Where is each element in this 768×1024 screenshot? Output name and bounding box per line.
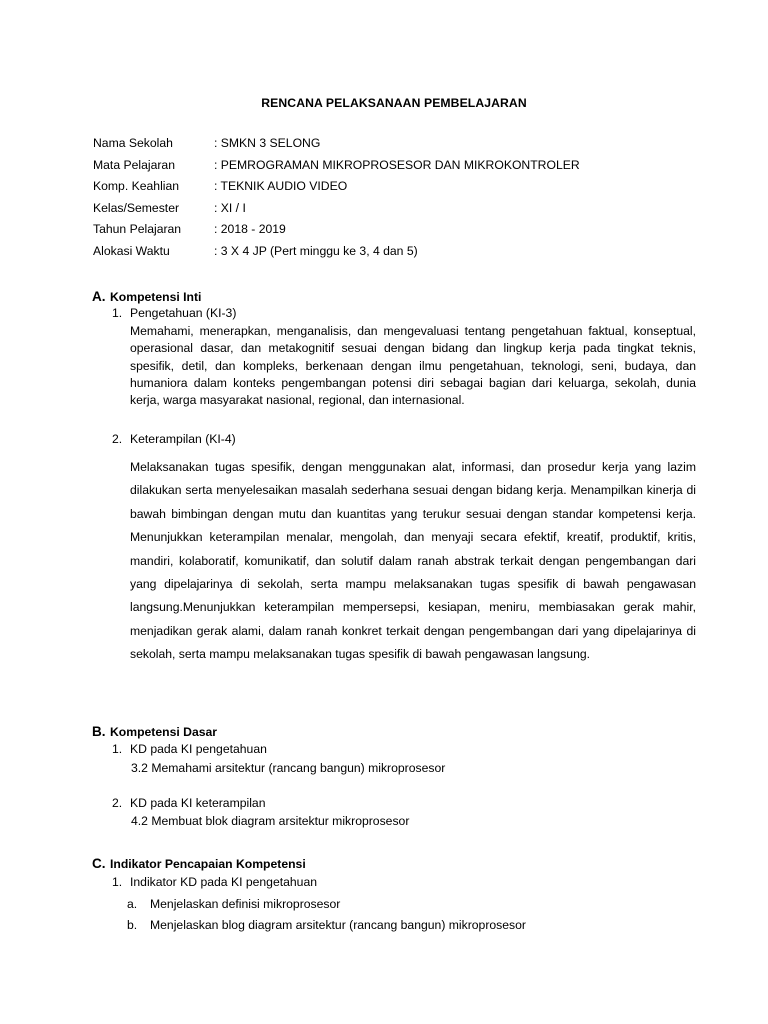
kd-3-2: 3.2 Memahami arsitektur (rancang bangun) mikroprosesor [131, 761, 446, 775]
section-a-heading [92, 289, 201, 304]
identity-label: Mata Pelajaran [93, 157, 175, 172]
ki4-paragraph: Melaksanakan tugas spesifik, dengan menggunakan alat, informasi, dan prosedur kerja yang lazim dilakukan serta menyelesaikan masalah sederhana sesuai dengan bidang kerja. Menampilkan kinerja di bawah bimbingan dengan mutu dan kuantitas yang terukur sesuai dengan standar kompetensi kerja. Menunjukkan keterampilan menalar, mengolah, dan menyaji secara efektif, kreatif, produktif, kritis, mandiri, kolaboratif, komunikatif, dan solutif dalam ranah abstrak terkait dengan pengembangan dari yang dipelajarinya di sekolah, serta mampu melaksanakan tugas spesifik di bawah pengawasan langsung.Menunjukkan keterampilan mempersepsi, kesiapan, meniru, membiasakan gerak mahir, menjadikan gerak alami, dalam ranah konkret terkait dengan pengembangan dari yang dipelajarinya di sekolah, serta mampu melaksanakan tugas spesifik di bawah pengawasan langsung. [130, 460, 696, 662]
ki4-heading [112, 432, 236, 446]
kd-skill-heading [112, 796, 266, 810]
item-number: 2. [112, 796, 123, 810]
section-c-heading [92, 856, 306, 871]
item-text: Menjelaskan definisi mikroprosesor [150, 897, 341, 911]
indicator-knowledge-heading [112, 875, 317, 889]
ki3-heading [112, 306, 236, 320]
identity-value: : 2018 - 2019 [214, 222, 286, 236]
identity-label: Tahun Pelajaran [93, 222, 182, 236]
item-label: Keterampilan (KI-4) [130, 432, 236, 446]
item-label: KD pada KI keterampilan [130, 796, 266, 810]
item-number: 1. [112, 875, 123, 889]
identity-value: : SMKN 3 SELONG [214, 136, 321, 150]
identity-label: Komp. Keahlian [93, 179, 180, 193]
section-letter: C. [92, 856, 106, 871]
item-number: 1. [112, 306, 123, 320]
item-text: Menjelaskan blog diagram arsitektur (rancang bangun) mikroprosesor [150, 918, 526, 932]
identity-value: : XI / I [214, 200, 246, 215]
section-letter: B. [92, 724, 106, 739]
section-title: Indikator Pencapaian Kompetensi [110, 857, 306, 871]
item-label: Indikator KD pada KI pengetahuan [130, 875, 318, 889]
indicator-item-b [127, 918, 526, 932]
kd-4-2: 4.2 Membuat blok diagram arsitektur mikroprosesor [131, 814, 410, 828]
item-label: KD pada KI pengetahuan [130, 742, 267, 756]
indicator-item-a [127, 897, 340, 911]
identity-label: Kelas/Semester [93, 200, 180, 215]
item-label: Pengetahuan (KI-3) [130, 306, 237, 320]
identity-label: Nama Sekolah [93, 136, 173, 150]
section-b-heading [92, 724, 217, 739]
identity-value: : TEKNIK AUDIO VIDEO [214, 179, 348, 193]
identity-label: Alokasi Waktu [93, 243, 170, 258]
kd-knowledge-heading [112, 742, 267, 756]
section-letter: A. [92, 289, 106, 304]
item-number: 2. [112, 432, 123, 446]
item-marker: b. [127, 918, 138, 932]
section-title: Kompetensi Dasar [110, 725, 218, 739]
section-title: Kompetensi Inti [110, 290, 202, 304]
document-title: RENCANA PELAKSANAAN PEMBELAJARAN [261, 96, 527, 110]
item-number: 1. [112, 742, 123, 756]
item-marker: a. [127, 897, 138, 911]
ki3-paragraph: Memahami, menerapkan, menganalisis, dan mengevaluasi tentang pengetahuan faktual, konseptual, operasional dasar, dan metakognitif sesuai dengan bidang dan lingkup kerja pada tingkat teknis, spesifik, detil, dan kompleks, berkenaan dengan ilmu pengetahuan, teknologi, seni, budaya, dan humaniora dalam konteks pengembangan potensi diri sebagai bagian dari keluarga, sekolah, dunia kerja, warga masyarakat nasional, regional, dan internasional. [130, 324, 696, 408]
identity-value: : PEMROGRAMAN MIKROPROSESOR DAN MIKROKONTROLER [214, 157, 580, 172]
identity-value: : 3 X 4 JP (Pert minggu ke 3, 4 dan 5) [214, 243, 418, 258]
